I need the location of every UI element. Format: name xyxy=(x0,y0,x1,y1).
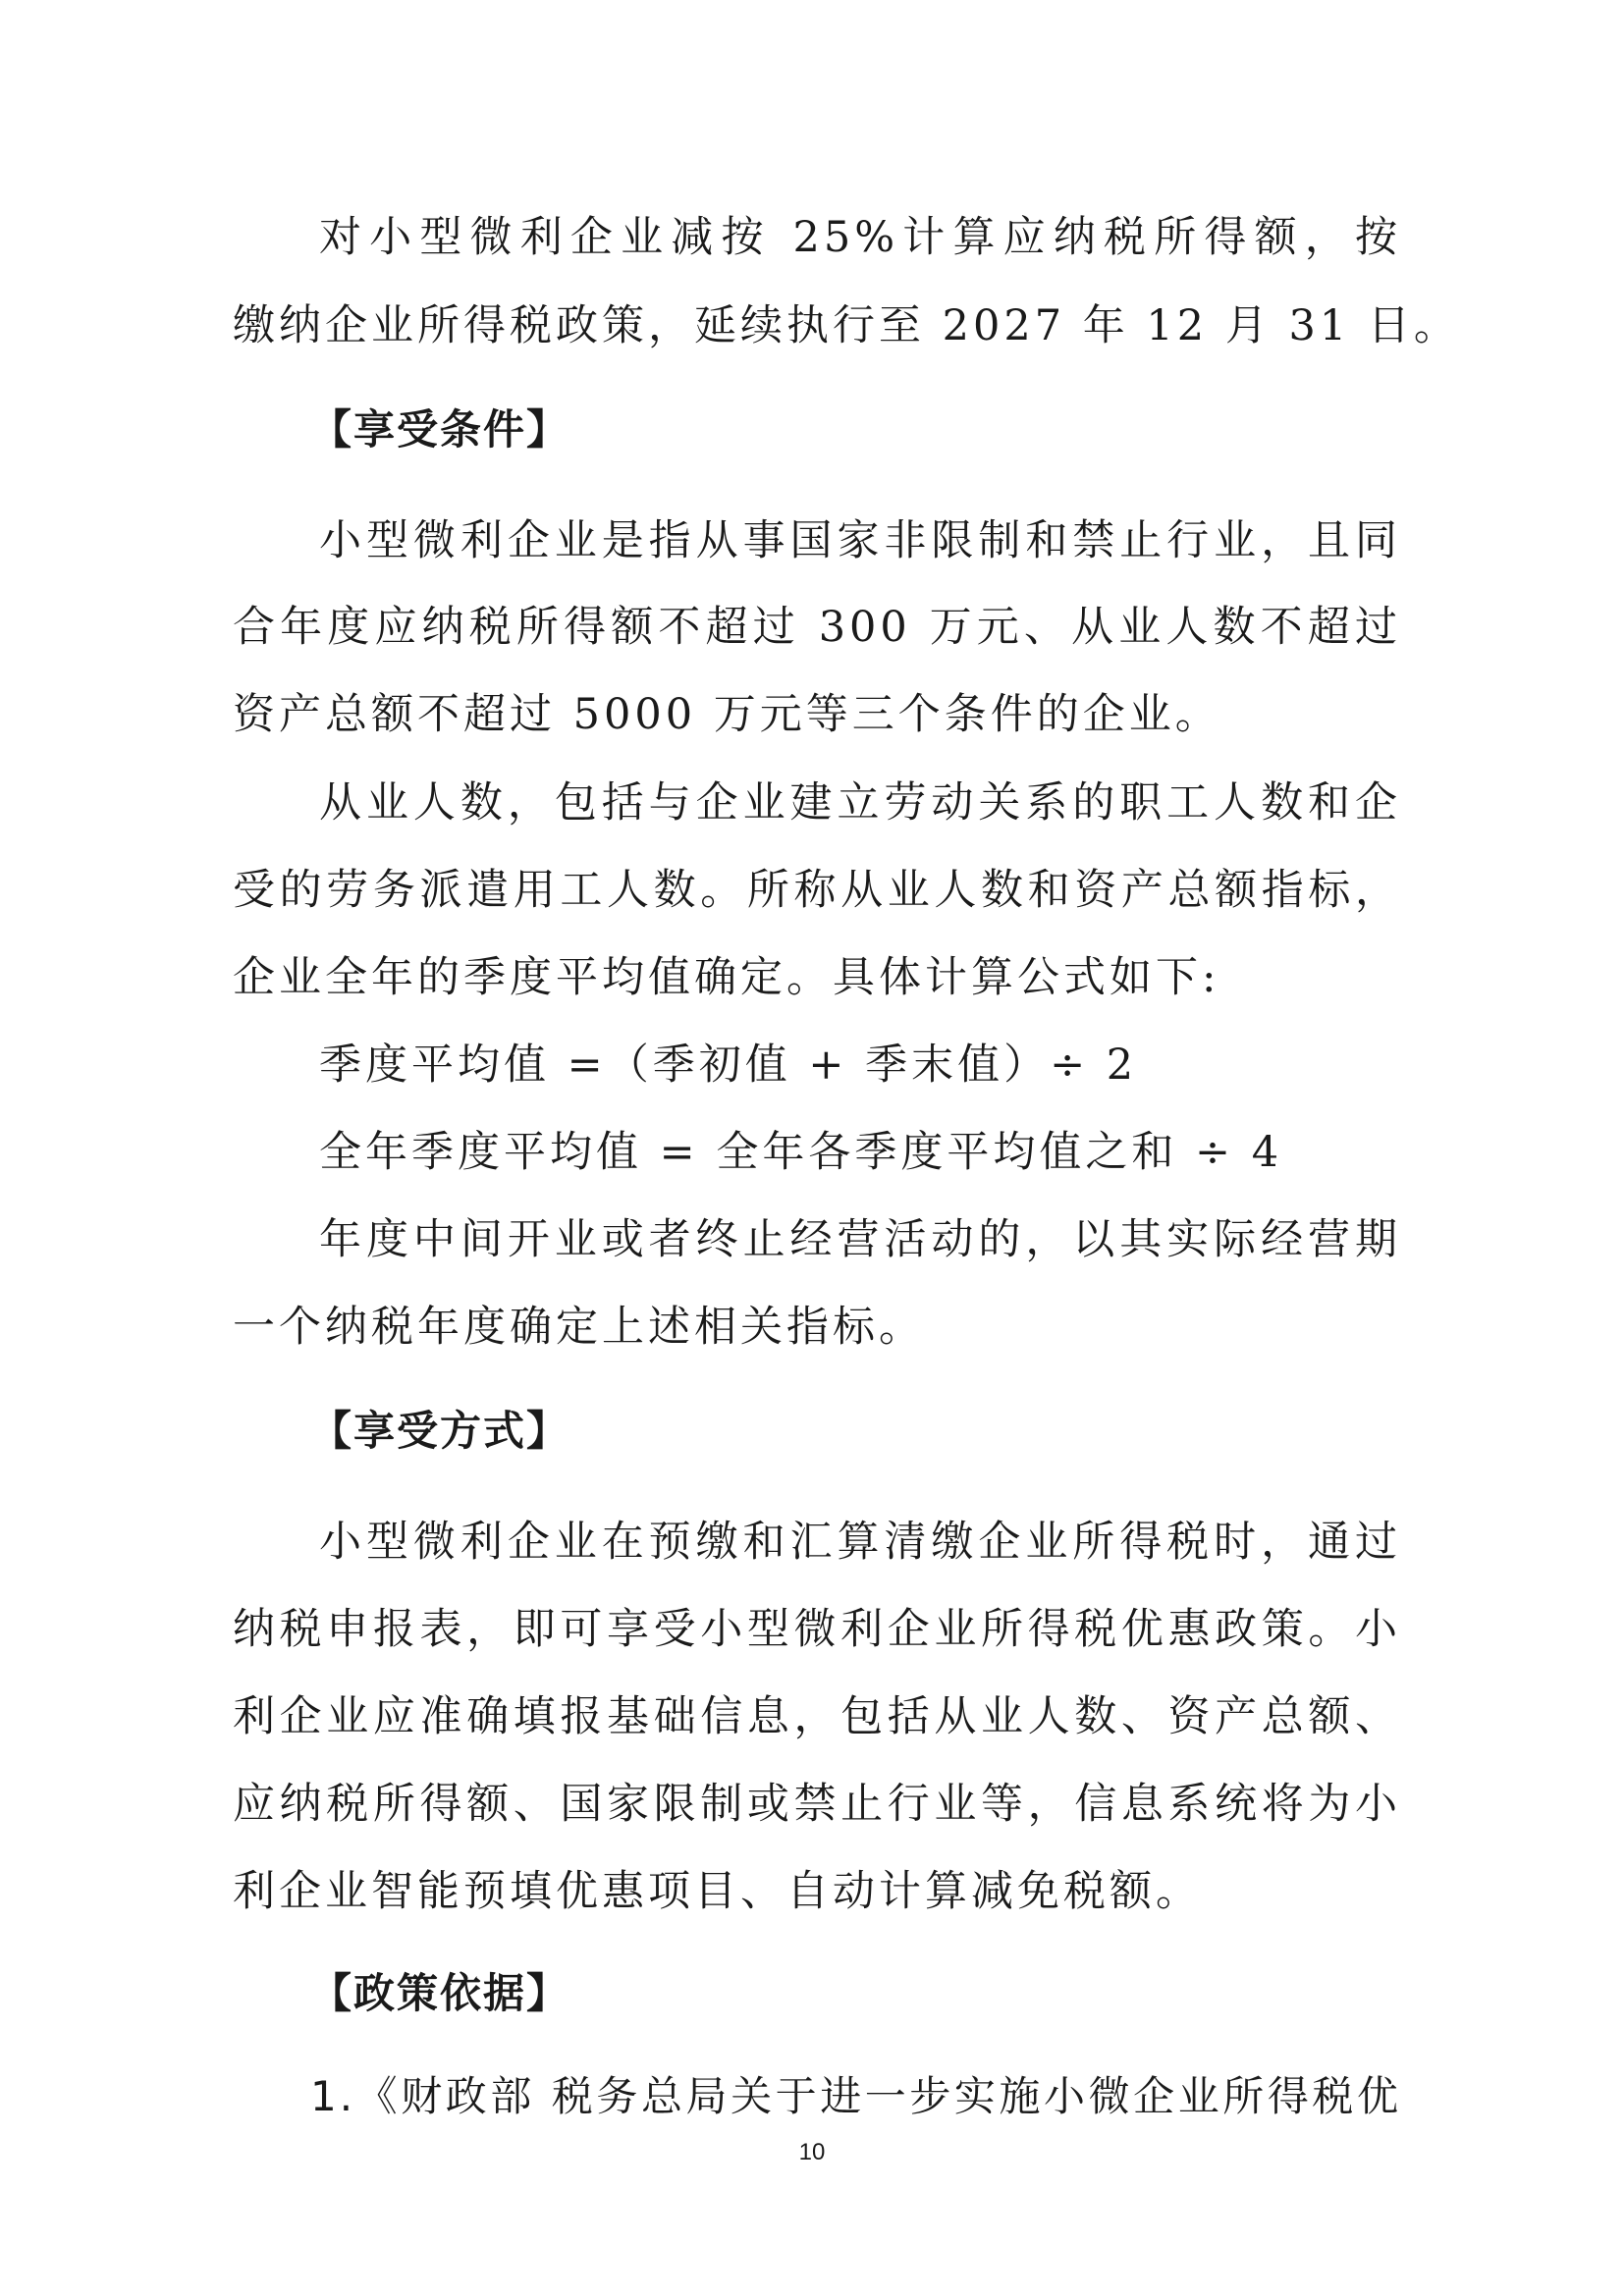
conditions-p2-line-1: 从业人数，包括与企业建立劳动关系的职工人数和企 xyxy=(319,778,1401,828)
conditions-p2-line-3: 企业全年的季度平均值确定。具体计算公式如下: xyxy=(233,953,1220,1002)
method-line-5: 利企业智能预填优惠项目、自动计算减免税额。 xyxy=(233,1867,1202,1916)
intro-line-2: 缴纳企业所得税政策，延续执行至 2027 年 12 月 31 日。 xyxy=(233,301,1460,350)
conditions-p3-line-2: 一个纳税年度确定上述相关指标。 xyxy=(233,1303,925,1352)
conditions-p1-line-1: 小型微利企业是指从事国家非限制和禁止行业，且同 xyxy=(319,516,1401,565)
method-line-2: 纳税申报表，即可享受小型微利企业所得税优惠政策。小 xyxy=(233,1605,1401,1654)
conditions-heading: 【享受条件】 xyxy=(310,405,570,454)
method-line-3: 利企业应准确填报基础信息，包括从业人数、资产总额、 xyxy=(233,1692,1401,1741)
page-number: 10 xyxy=(798,2139,826,2165)
formula-quarter-average: 季度平均值 =（季初值 + 季末值）÷ 2 xyxy=(319,1041,1138,1090)
conditions-p2-line-2: 受的劳务派遣用工人数。所称从业人数和资产总额指标， xyxy=(233,866,1401,915)
method-heading: 【享受方式】 xyxy=(310,1407,570,1455)
intro-line-1: 对小型微利企业减按 25%计算应纳税所得额，按 xyxy=(319,213,1401,262)
formula-annual-average: 全年季度平均值 = 全年各季度平均值之和 ÷ 4 xyxy=(319,1128,1283,1177)
basis-item-1: 1.《财政部 税务总局关于进一步实施小微企业所得税优 xyxy=(310,2072,1401,2120)
method-line-1: 小型微利企业在预缴和汇算清缴企业所得税时，通过 xyxy=(319,1518,1401,1567)
conditions-p3-line-1: 年度中间开业或者终止经营活动的，以其实际经营期 xyxy=(319,1215,1401,1264)
basis-heading: 【政策依据】 xyxy=(310,1969,570,2017)
conditions-p1-line-2: 合年度应纳税所得额不超过 300 万元、从业人数不超过 xyxy=(233,603,1401,652)
method-line-4: 应纳税所得额、国家限制或禁止行业等，信息系统将为小 xyxy=(233,1780,1401,1829)
conditions-p1-line-3: 资产总额不超过 5000 万元等三个条件的企业。 xyxy=(233,690,1221,739)
